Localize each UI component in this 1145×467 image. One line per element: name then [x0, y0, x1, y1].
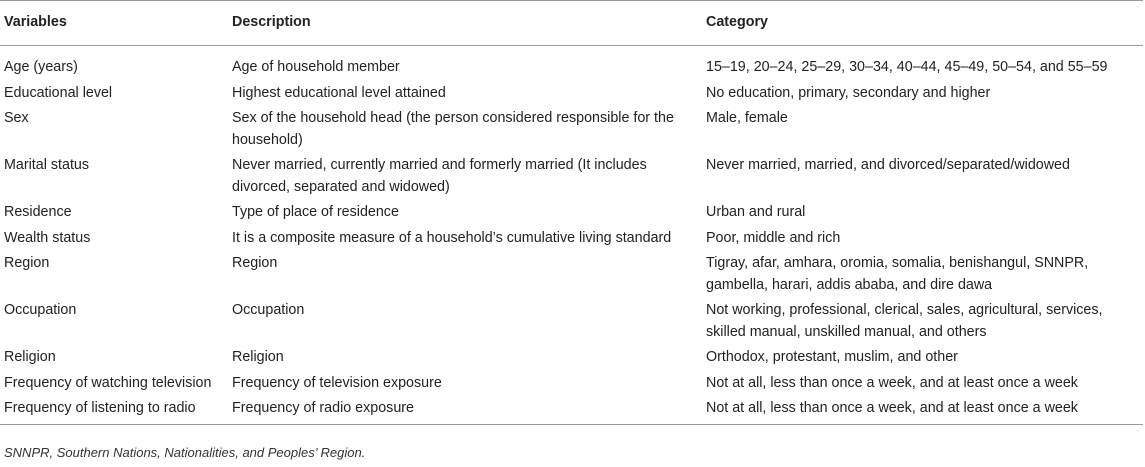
table-row [0, 345, 1143, 371]
cell-category: Poor, middle and rich [706, 229, 841, 246]
cell-variable: Residence [4, 204, 72, 220]
cell-variable: Sex [4, 110, 29, 126]
column-header-variables: Variables [0, 1, 228, 46]
table-row [0, 396, 1143, 424]
table-row [0, 46, 1143, 81]
cell-category: Tigray, afar, amhara, oromia, somalia, benishangul, SNNPR, gambella, harari, addis ababa, and dire dawa [706, 255, 1089, 293]
cell-description: Frequency of radio exposure [228, 396, 702, 424]
table-row [0, 298, 1143, 345]
cell-category: Orthodox, protestant, muslim, and other [706, 349, 958, 365]
cell-variable: Religion [4, 349, 56, 365]
cell-variable: Frequency of listening to radio [0, 396, 228, 424]
table-row [0, 106, 1143, 153]
cell-variable: Educational level [4, 84, 113, 101]
table-row [0, 251, 1143, 298]
table-row [0, 81, 1143, 107]
cell-variable: Region [4, 255, 50, 271]
column-header-description: Description [228, 1, 702, 46]
cell-category: No education, primary, secondary and higher [706, 84, 991, 101]
cell-category: Never married, married, and divorced/separated/widowed [706, 157, 1070, 173]
cell-description: Sex of the household head (the person considered responsible for the household) [232, 110, 674, 148]
column-header-category: Category [702, 1, 1143, 46]
cell-description: Age of household member [232, 59, 400, 75]
table-row [0, 371, 1143, 397]
cell-variable: Wealth status [4, 229, 91, 246]
cell-variable: Occupation [4, 302, 77, 318]
cell-variable: Frequency of watching television [4, 374, 212, 391]
cell-description: Type of place of residence [232, 204, 399, 220]
cell-description: Never married, currently married and formerly married (It includes divorced, separated and widowed) [232, 157, 647, 195]
cell-category: Not working, professional, clerical, sales, agricultural, services, skilled manual, unskilled manual, and others [706, 302, 1103, 340]
cell-category: Not at all, less than once a week, and at least once a week [702, 396, 1143, 424]
cell-category: Not at all, less than once a week, and at least once a week [706, 374, 1078, 391]
header-row [0, 1, 1143, 46]
table-header [0, 1, 1143, 46]
table-row [0, 153, 1143, 200]
cell-description: Occupation [232, 302, 305, 318]
cell-category: Male, female [706, 110, 788, 126]
table-body [0, 46, 1143, 425]
cell-description: Frequency of television exposure [232, 374, 442, 391]
cell-description: Religion [232, 349, 284, 365]
cell-variable: Age (years) [4, 59, 78, 75]
cell-description: Region [232, 255, 278, 271]
cell-variable: Marital status [4, 157, 90, 173]
cell-category: 15–19, 20–24, 25–29, 30–34, 40–44, 45–49, 50–54, and 55–59 [706, 59, 1108, 75]
table-row [0, 200, 1143, 226]
table-row [0, 226, 1143, 252]
cell-category: Urban and rural [706, 204, 806, 220]
cell-description: Highest educational level attained [232, 84, 446, 101]
table-footnote: SNNPR, Southern Nations, Nationalities, and Peoples’ Region. [4, 445, 366, 460]
cell-description: It is a composite measure of a household’s cumulative living standard [232, 229, 672, 246]
